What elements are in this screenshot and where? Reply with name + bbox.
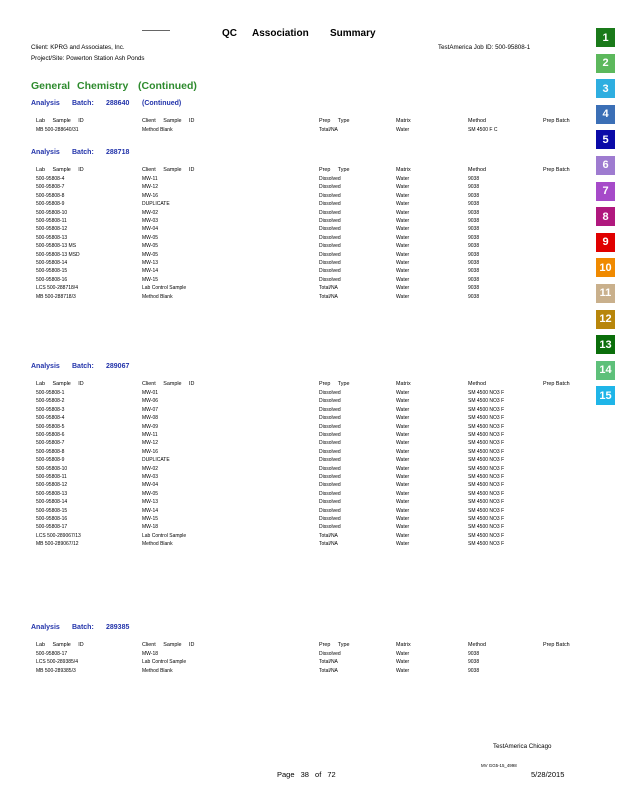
cell-matrix: Water	[396, 251, 410, 258]
cell-matrix: Water	[396, 243, 410, 250]
batch-header-batch: 288640	[106, 100, 130, 107]
cell-matrix: Water	[396, 268, 410, 275]
cell-lab-sample: 500-95808-8	[36, 192, 65, 199]
table-row	[0, 390, 618, 398]
header-rule	[142, 30, 170, 31]
cell-prep-type: Total/NA	[319, 293, 338, 300]
column-header-client-sample: Client Sample ID	[142, 642, 195, 648]
page-title: QC Association Summary	[222, 28, 376, 39]
cell-method: SM 4500 NO3 F	[468, 516, 505, 522]
cell-lab-sample: 500-95808-2	[36, 398, 65, 405]
cell-client-sample: MW-03	[142, 218, 159, 224]
cell-prep-type: Dissolved	[319, 516, 341, 522]
cell-prep-type: Dissolved	[319, 507, 341, 514]
cell-matrix: Water	[396, 541, 410, 548]
table-row	[0, 268, 618, 276]
cell-matrix: Water	[396, 482, 410, 489]
cell-prep-type: Total/NA	[319, 285, 338, 292]
table-row	[0, 407, 618, 415]
column-header-method: Method	[468, 381, 486, 387]
cell-lab-sample: 500-95808-6	[36, 432, 65, 438]
cell-matrix: Water	[396, 423, 410, 430]
cell-matrix: Water	[396, 127, 410, 133]
cell-prep-type: Dissolved	[319, 209, 341, 216]
cell-client-sample: MW-01	[142, 390, 159, 396]
cell-prep-type: Dissolved	[319, 490, 341, 497]
batch-header-batch-word: Batch:	[72, 149, 94, 156]
column-header-method: Method	[468, 642, 486, 648]
cell-client-sample: MW-12	[142, 440, 159, 447]
column-header-method: Method	[468, 118, 486, 124]
cell-client-sample: MW-03	[142, 474, 159, 480]
cell-client-sample: DUPLICATE	[142, 201, 170, 208]
cell-matrix: Water	[396, 524, 410, 531]
column-header-prep-batch: Prep Batch	[543, 167, 570, 173]
cell-matrix: Water	[396, 532, 410, 539]
cell-matrix: Water	[396, 218, 410, 224]
batch-header-label: Analysis	[31, 363, 60, 370]
cell-prep-type: Dissolved	[319, 226, 341, 233]
cell-client-sample: MW-14	[142, 507, 159, 514]
column-header-client-sample: Client Sample ID	[142, 118, 195, 124]
cell-method: SM 4500 NO3 F	[468, 398, 505, 405]
cell-client-sample: MW-05	[142, 490, 159, 497]
cell-lab-sample: 500-95808-16	[36, 516, 68, 522]
cell-method: 9038	[468, 243, 480, 250]
cell-prep-type: Dissolved	[319, 423, 341, 430]
cell-method: SM 4500 NO3 F	[468, 532, 505, 539]
table-row	[0, 277, 618, 285]
cell-lab-sample: 500-95808-14	[36, 260, 68, 266]
cell-client-sample: MW-13	[142, 499, 159, 506]
cell-prep-type: Dissolved	[319, 415, 341, 422]
cell-lab-sample: 500-95808-17	[36, 524, 68, 531]
cell-prep-type: Dissolved	[319, 201, 341, 208]
table-row	[0, 127, 618, 135]
table-row	[0, 252, 618, 260]
batch-header-batch: 289385	[106, 624, 130, 631]
cell-prep-type: Dissolved	[319, 268, 341, 275]
cell-lab-sample: MB 500-288718/3	[36, 293, 76, 300]
cell-lab-sample: 500-95808-13 MSD	[36, 251, 80, 258]
cell-matrix: Water	[396, 465, 410, 472]
batch-header-suffix: (Continued)	[142, 100, 182, 107]
table-row	[0, 218, 618, 226]
cell-method: SM 4500 NO3 F	[468, 499, 505, 506]
cell-lab-sample: 500-95808-7	[36, 440, 65, 447]
cell-lab-sample: 500-95808-10	[36, 209, 68, 216]
cell-matrix: Water	[396, 457, 410, 464]
table-row	[0, 285, 618, 293]
cell-client-sample: MW-18	[142, 524, 159, 531]
cell-prep-type: Dissolved	[319, 398, 341, 405]
cell-prep-type: Dissolved	[319, 234, 341, 241]
cell-client-sample: MW-13	[142, 260, 159, 266]
cell-method: 9038	[468, 209, 480, 216]
cell-prep-type: Dissolved	[319, 276, 341, 283]
cell-client-sample: MW-11	[142, 432, 158, 438]
column-header-prep-type: Prep Type	[319, 381, 350, 387]
column-header-client-sample: Client Sample ID	[142, 167, 195, 173]
cell-prep-type: Dissolved	[319, 465, 341, 472]
column-header-matrix: Matrix	[396, 118, 411, 124]
cell-matrix: Water	[396, 260, 410, 266]
column-header-row	[0, 642, 618, 650]
cell-client-sample: MW-12	[142, 184, 159, 191]
cell-client-sample: Method Blank	[142, 293, 173, 300]
cell-lab-sample: 500-95808-17	[36, 651, 68, 657]
cell-matrix: Water	[396, 651, 410, 657]
cell-method: SM 4500 NO3 F	[468, 482, 505, 489]
table-row	[0, 415, 618, 423]
column-header-lab-sample: Lab Sample ID	[36, 642, 84, 648]
cell-client-sample: MW-05	[142, 243, 159, 250]
cell-method: SM 4500 NO3 F	[468, 406, 505, 413]
cell-lab-sample: 500-95808-13 MS	[36, 243, 77, 250]
cell-matrix: Water	[396, 507, 410, 514]
cell-prep-type: Dissolved	[319, 218, 341, 224]
cell-lab-sample: 500-95808-8	[36, 448, 65, 455]
table-row	[0, 210, 618, 218]
cell-prep-type: Dissolved	[319, 474, 341, 480]
cell-prep-type: Dissolved	[319, 651, 341, 657]
cell-client-sample: MW-05	[142, 234, 159, 241]
column-header-prep-batch: Prep Batch	[543, 642, 570, 648]
tab-section-14[interactable]: 14	[596, 361, 615, 380]
table-row	[0, 457, 618, 465]
cell-prep-type: Dissolved	[319, 440, 341, 447]
cell-lab-sample: 500-95808-3	[36, 406, 65, 413]
table-row	[0, 440, 618, 448]
cell-client-sample: MW-02	[142, 465, 159, 472]
column-header-prep-batch: Prep Batch	[543, 381, 570, 387]
cell-prep-type: Dissolved	[319, 184, 341, 191]
cell-prep-type: Total/NA	[319, 532, 338, 539]
column-header-method: Method	[468, 167, 486, 173]
cell-prep-type: Total/NA	[319, 667, 338, 674]
tab-section-11[interactable]: 11	[596, 284, 615, 303]
cell-method: SM 4500 F C	[468, 127, 498, 133]
footer-code: MV GG5-15_4998	[481, 763, 517, 768]
cell-client-sample: MW-18	[142, 651, 159, 657]
table-row	[0, 424, 618, 432]
batch-header-label: Analysis	[31, 149, 60, 156]
table-row	[0, 176, 618, 184]
cell-client-sample: MW-15	[142, 276, 159, 283]
cell-client-sample: MW-05	[142, 251, 159, 258]
cell-matrix: Water	[396, 209, 410, 216]
table-row	[0, 508, 618, 516]
cell-matrix: Water	[396, 276, 410, 283]
column-header-prep-batch: Prep Batch	[543, 118, 570, 124]
tab-section-15[interactable]: 15	[596, 386, 615, 405]
table-row	[0, 184, 618, 192]
cell-lab-sample: 500-95808-4	[36, 176, 65, 182]
cell-lab-sample: 500-95808-13	[36, 490, 68, 497]
column-header-client-sample: Client Sample ID	[142, 381, 195, 387]
tab-section-3[interactable]: 3	[596, 79, 615, 98]
cell-client-sample: MW-14	[142, 268, 159, 275]
table-row	[0, 482, 618, 490]
report-date: 5/28/2015	[531, 770, 565, 779]
cell-matrix: Water	[396, 201, 410, 208]
cell-matrix: Water	[396, 415, 410, 422]
cell-matrix: Water	[396, 192, 410, 199]
cell-matrix: Water	[396, 448, 410, 455]
cell-prep-type: Dissolved	[319, 192, 341, 199]
cell-method: 9038	[468, 667, 480, 674]
column-header-matrix: Matrix	[396, 642, 411, 648]
column-header-matrix: Matrix	[396, 167, 411, 173]
column-header-row	[0, 118, 618, 126]
table-row	[0, 516, 618, 524]
cell-method: 9038	[468, 285, 480, 292]
cell-lab-sample: 500-95808-12	[36, 482, 68, 489]
cell-lab-sample: MB 500-289385/3	[36, 667, 76, 674]
cell-method: 9038	[468, 201, 480, 208]
cell-matrix: Water	[396, 398, 410, 405]
cell-matrix: Water	[396, 406, 410, 413]
cell-client-sample: MW-07	[142, 406, 159, 413]
batch-header-label: Analysis	[31, 624, 60, 631]
cell-matrix: Water	[396, 432, 410, 438]
cell-matrix: Water	[396, 659, 410, 666]
batch-header-batch-word: Batch:	[72, 100, 94, 107]
cell-lab-sample: 500-95808-5	[36, 423, 65, 430]
table-row	[0, 541, 618, 549]
cell-method: SM 4500 NO3 F	[468, 474, 505, 480]
cell-client-sample: MW-02	[142, 209, 159, 216]
cell-matrix: Water	[396, 474, 410, 480]
cell-lab-sample: 500-95808-4	[36, 415, 65, 422]
cell-client-sample: Lab Control Sample	[142, 659, 187, 666]
cell-client-sample: MW-15	[142, 516, 159, 522]
cell-matrix: Water	[396, 176, 410, 182]
cell-method: SM 4500 NO3 F	[468, 440, 505, 447]
batch-header	[31, 100, 181, 107]
batch-header-batch-word: Batch:	[72, 363, 94, 370]
cell-prep-type: Dissolved	[319, 260, 341, 266]
cell-prep-type: Total/NA	[319, 659, 338, 666]
cell-method: 9038	[468, 184, 480, 191]
table-row	[0, 432, 618, 440]
tab-section-4[interactable]: 4	[596, 105, 615, 124]
cell-matrix: Water	[396, 516, 410, 522]
cell-client-sample: Method Blank	[142, 541, 173, 548]
cell-client-sample: MW-09	[142, 423, 159, 430]
cell-lab-sample: 500-95808-9	[36, 457, 65, 464]
section-heading: General Chemistry (Continued)	[31, 80, 197, 92]
table-row	[0, 668, 618, 676]
table-row	[0, 260, 618, 268]
cell-lab-sample: MB 500-288640/31	[36, 127, 79, 133]
cell-client-sample: Method Blank	[142, 127, 173, 133]
batch-header	[31, 624, 142, 631]
cell-method: SM 4500 NO3 F	[468, 507, 505, 514]
cell-method: SM 4500 NO3 F	[468, 465, 505, 472]
cell-prep-type: Dissolved	[319, 432, 341, 438]
cell-prep-type: Total/NA	[319, 127, 338, 133]
cell-lab-sample: 500-95808-12	[36, 226, 68, 233]
cell-lab-sample: 500-95808-9	[36, 201, 65, 208]
cell-prep-type: Dissolved	[319, 524, 341, 531]
cell-lab-sample: 500-95808-14	[36, 499, 68, 506]
cell-prep-type: Dissolved	[319, 482, 341, 489]
tab-section-10[interactable]: 10	[596, 258, 615, 277]
cell-matrix: Water	[396, 293, 410, 300]
tab-section-6[interactable]: 6	[596, 156, 615, 175]
cell-matrix: Water	[396, 440, 410, 447]
cell-method: 9038	[468, 260, 480, 266]
table-row	[0, 651, 618, 659]
table-row	[0, 235, 618, 243]
cell-method: SM 4500 NO3 F	[468, 490, 505, 497]
batch-header-label: Analysis	[31, 100, 60, 107]
cell-lab-sample: LCS 500-289067/13	[36, 532, 81, 539]
table-row	[0, 193, 618, 201]
column-header-lab-sample: Lab Sample ID	[36, 381, 84, 387]
cell-prep-type: Dissolved	[319, 457, 341, 464]
cell-prep-type: Dissolved	[319, 499, 341, 506]
cell-method: SM 4500 NO3 F	[468, 524, 505, 531]
cell-prep-type: Dissolved	[319, 390, 341, 396]
column-header-prep-type: Prep Type	[319, 167, 350, 173]
cell-lab-sample: LCS 500-288718/4	[36, 285, 78, 292]
column-header-prep-type: Prep Type	[319, 118, 350, 124]
cell-prep-type: Total/NA	[319, 541, 338, 548]
cell-prep-type: Dissolved	[319, 448, 341, 455]
cell-prep-type: Dissolved	[319, 243, 341, 250]
batch-header	[31, 149, 142, 156]
table-row	[0, 466, 618, 474]
cell-lab-sample: MB 500-289067/12	[36, 541, 79, 548]
cell-lab-sample: 500-95808-11	[36, 218, 67, 224]
footer-org: TestAmerica Chicago	[493, 743, 552, 750]
cell-method: 9038	[468, 268, 480, 275]
cell-lab-sample: 500-95808-15	[36, 268, 68, 275]
table-row	[0, 201, 618, 209]
batch-header	[31, 363, 142, 370]
table-row	[0, 533, 618, 541]
cell-matrix: Water	[396, 184, 410, 191]
cell-matrix: Water	[396, 226, 410, 233]
cell-method: 9038	[468, 659, 480, 666]
cell-lab-sample: LCS 500-289385/4	[36, 659, 78, 666]
cell-client-sample: MW-06	[142, 398, 159, 405]
table-row	[0, 499, 618, 507]
batch-header-batch-word: Batch:	[72, 624, 94, 631]
column-header-row	[0, 381, 618, 389]
cell-method: 9038	[468, 276, 480, 283]
column-header-lab-sample: Lab Sample ID	[36, 118, 84, 124]
column-header-prep-type: Prep Type	[319, 642, 350, 648]
cell-method: 9038	[468, 234, 480, 241]
tab-section-8[interactable]: 8	[596, 207, 615, 226]
tab-section-2[interactable]: 2	[596, 54, 615, 73]
cell-lab-sample: 500-95808-13	[36, 234, 68, 241]
tab-section-1[interactable]: 1	[596, 28, 615, 47]
cell-client-sample: MW-08	[142, 415, 159, 422]
tab-section-7[interactable]: 7	[596, 182, 615, 201]
cell-method: 9038	[468, 218, 480, 224]
tab-section-5[interactable]: 5	[596, 130, 615, 149]
cell-client-sample: MW-16	[142, 448, 159, 455]
cell-matrix: Water	[396, 390, 410, 396]
cell-matrix: Water	[396, 490, 410, 497]
tab-section-13[interactable]: 13	[596, 335, 615, 354]
cell-lab-sample: 500-95808-7	[36, 184, 65, 191]
cell-prep-type: Dissolved	[319, 176, 341, 182]
cell-method: 9038	[468, 293, 480, 300]
cell-client-sample: MW-04	[142, 226, 159, 233]
cell-method: 9038	[468, 176, 480, 182]
cell-client-sample: Lab Control Sample	[142, 532, 187, 539]
cell-method: SM 4500 NO3 F	[468, 448, 505, 455]
tab-section-12[interactable]: 12	[596, 310, 615, 329]
client-line: Client: KPRG and Associates, Inc.	[31, 44, 125, 51]
tab-section-9[interactable]: 9	[596, 233, 615, 252]
cell-client-sample: MW-16	[142, 192, 159, 199]
table-row	[0, 524, 618, 532]
cell-method: 9038	[468, 251, 480, 258]
table-row	[0, 226, 618, 234]
cell-client-sample: Lab Control Sample	[142, 285, 187, 292]
cell-prep-type: Dissolved	[319, 251, 341, 258]
cell-method: SM 4500 NO3 F	[468, 541, 505, 548]
cell-method: SM 4500 NO3 F	[468, 423, 505, 430]
cell-client-sample: Method Blank	[142, 667, 173, 674]
batch-header-batch: 288718	[106, 149, 130, 156]
cell-client-sample: MW-04	[142, 482, 159, 489]
cell-prep-type: Dissolved	[319, 406, 341, 413]
cell-method: 9038	[468, 192, 480, 199]
cell-method: SM 4500 NO3 F	[468, 415, 505, 422]
cell-lab-sample: 500-95808-11	[36, 474, 67, 480]
section-tabs	[596, 28, 616, 412]
cell-lab-sample: 500-95808-1	[36, 390, 65, 396]
cell-lab-sample: 500-95808-16	[36, 276, 68, 283]
cell-method: SM 4500 NO3 F	[468, 432, 505, 438]
cell-method: SM 4500 NO3 F	[468, 457, 505, 464]
cell-client-sample: DUPLICATE	[142, 457, 170, 464]
column-header-lab-sample: Lab Sample ID	[36, 167, 84, 173]
column-header-matrix: Matrix	[396, 381, 411, 387]
cell-method: SM 4500 NO3 F	[468, 390, 505, 396]
cell-matrix: Water	[396, 285, 410, 292]
table-row	[0, 243, 618, 251]
table-row	[0, 398, 618, 406]
column-header-row	[0, 167, 618, 175]
table-row	[0, 659, 618, 667]
table-row	[0, 491, 618, 499]
cell-lab-sample: 500-95808-10	[36, 465, 68, 472]
table-row	[0, 294, 618, 302]
table-row	[0, 474, 618, 482]
cell-lab-sample: 500-95808-15	[36, 507, 68, 514]
table-row	[0, 449, 618, 457]
cell-client-sample: MW-11	[142, 176, 158, 182]
job-id: TestAmerica Job ID: 500-95808-1	[438, 44, 531, 51]
cell-matrix: Water	[396, 667, 410, 674]
cell-method: 9038	[468, 651, 480, 657]
cell-matrix: Water	[396, 234, 410, 241]
page-number: Page 38 of 72	[277, 770, 336, 779]
cell-method: 9038	[468, 226, 480, 233]
cell-matrix: Water	[396, 499, 410, 506]
batch-header-batch: 289067	[106, 363, 130, 370]
project-line: Project/Site: Powerton Station Ash Ponds	[31, 55, 145, 62]
